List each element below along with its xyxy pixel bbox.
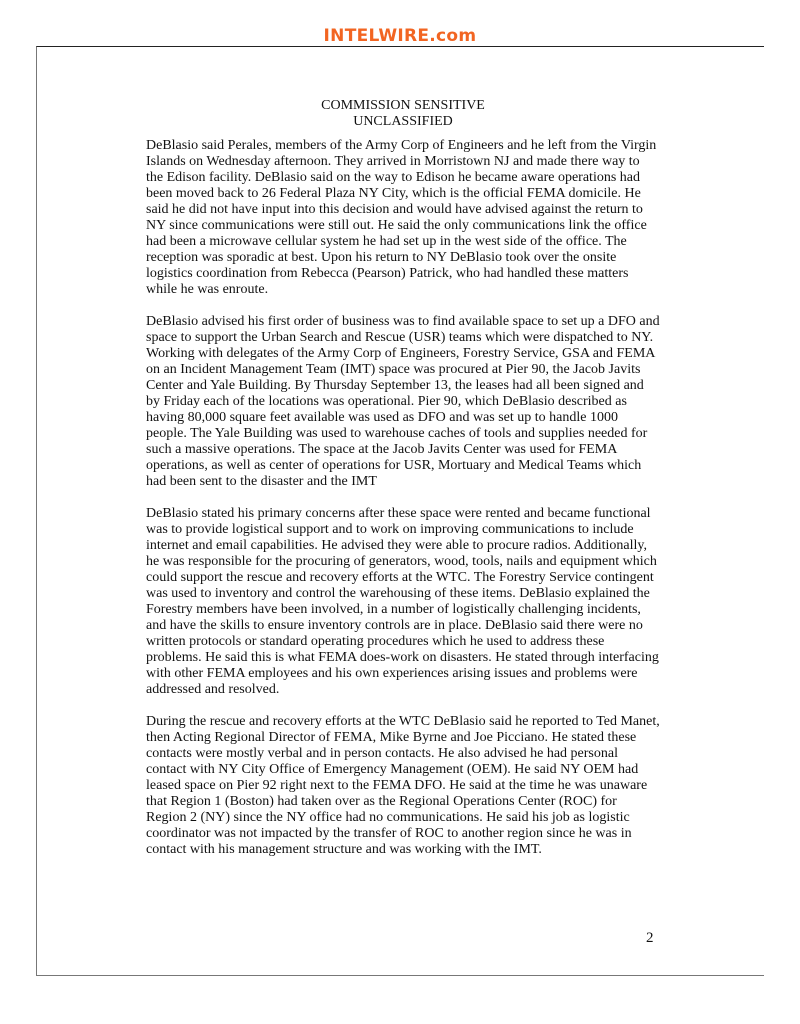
- document-body: [146, 98, 660, 858]
- page-number: 2: [646, 930, 654, 946]
- paragraph-4: During the rescue and recovery efforts at the WTC DeBlasio said he reported to Ted Manet, then Acting Regional Director of FEMA, Mike Byrne and Joe Picciano. He stated these contacts were mostly verbal and in person contacts. He also advised he had personal contact with NY City Office of Emergency Management (OEM). He said NY OEM had leased space on Pier 92 right next to the FEMA DFO. He said at the time he was unaware that Region 1 (Boston) had taken over as the Regional Operations Center (ROC) for Region 2 (NY) since the NY office had no communications. He said his job as logistic coordinator was not impacted by the transfer of ROC to another region since he was in contact with his management structure and was working with the IMT.: [146, 714, 660, 857]
- classification-header: [146, 98, 660, 130]
- paragraph-3: DeBlasio stated his primary concerns after these space were rented and became functional was to provide logistical support and to work on improving communications to include internet and email capabilities. He advised they were able to procure radios. Additionally, he was responsible for the procuring of generators, wood, tools, nails and equipment which could support the rescue and recovery efforts at the WTC. The Forestry Service contingent was used to inventory and control the warehousing of these items. DeBlasio explained the Forestry members have been involved, in a number of logistically challenging incidents, and have the skills to ensure inventory controls are in place. DeBlasio said there were no written protocols or standard operating procedures which he used to address these problems. He said this is what FEMA does-work on disasters. He stated through interfacing with other FEMA employees and his own experiences arising issues and problems were addressed and resolved.: [146, 506, 659, 697]
- header-line-2: UNCLASSIFIED: [353, 114, 453, 129]
- intelwire-watermark[interactable]: INTELWIRE.com: [323, 26, 477, 46]
- header-line-1: COMMISSION SENSITIVE: [321, 98, 485, 113]
- paragraph-2: DeBlasio advised his first order of business was to find available space to set up a DFO and space to support the Urban Search and Rescue (USR) teams which were dispatched to NY. Working with delegates of the Army Corp of Engineers, Forestry Service, GSA and FEMA on an Incident Management Team (IMT) space was procured at Pier 90, the Jacob Javits Center and Yale Building. By Thursday September 13, the leases had all been signed and by Friday each of the locations was operational. Pier 90, which DeBlasio described as having 80,000 square feet available was used as DFO and was set up to handle 1000 people. The Yale Building was used to warehouse caches of tools and supplies needed for such a massive operations. The space at the Jacob Javits Center was used for FEMA operations, as well as center of operations for USR, Mortuary and Medical Teams which had been sent to the disaster and the IMT: [146, 314, 660, 489]
- paragraph-1: DeBlasio said Perales, members of the Army Corp of Engineers and he left from the Virgin Islands on Wednesday afternoon. They arrived in Morristown NJ and made there way to the Edison facility. DeBlasio said on the way to Edison he became aware operations had been moved back to 26 Federal Plaza NY City, which is the official FEMA domicile. He said he did not have input into this decision and would have advised against the return to NY since communications were still out. He said the only communications link the office had been a microwave cellular system he had set up in the west side of the office. The reception was sporadic at best. Upon his return to NY DeBlasio took over the onsite logistics coordination from Rebecca (Pearson) Patrick, who had handled these matters while he was enroute.: [146, 138, 657, 297]
